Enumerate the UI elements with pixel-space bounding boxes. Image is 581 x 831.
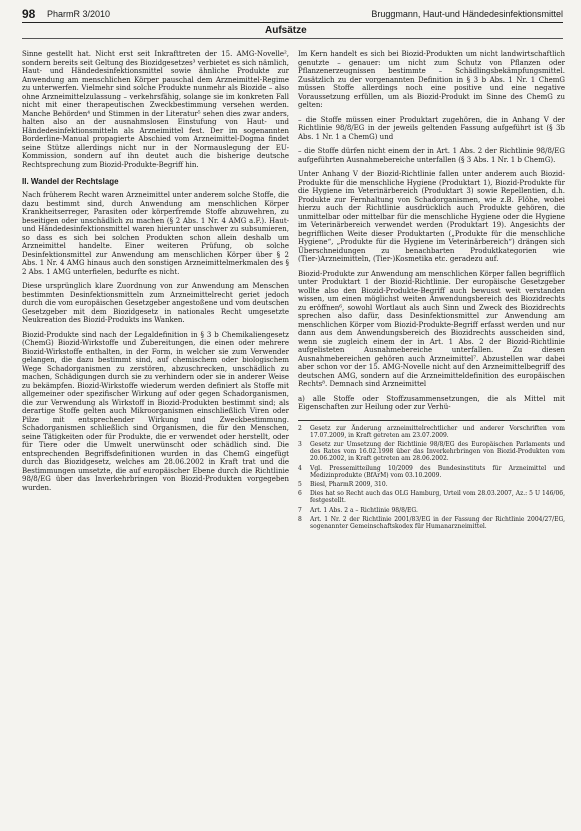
footnote-text: Gesetz zur Umsetzung der Richtlinie 98/8/EG des Europäischen Parlaments und des Rates vom 16.02.1998 über das Inverkehrbringen von Biozid-Produkten vom 20.06.2002, in Kraft getreten am 28.06.2002. [310, 440, 565, 463]
footnote-number: 3 [298, 440, 302, 448]
footnote-text: Art. 1 Nr. 2 der Richtlinie 2001/83/EG in der Fassung der Richtlinie 2004/27/EG, sogenannter Gemeinschaftskodex für Humanarzneimittel. [310, 515, 565, 530]
footnote-number: 2 [298, 424, 302, 432]
section-heading: II. Wandel der Rechtslage [22, 177, 119, 186]
running-head: Bruggmann, Haut-und Händedesinfektionsmittel [371, 9, 563, 19]
footnote-text: Gesetz zur Änderung arzneimittelrechtlicher und anderer Vorschriften vom 17.07.2009, in Kraft getreten am 23.07.2009. [310, 424, 565, 439]
paragraph: Nach früherem Recht waren Arzneimittel unter anderem solche Stoffe, die dazu bestimmt sind, durch Anwendung am menschlichen Körper Krankheitserreger, Parasiten oder körperfremde Stoffe abzuwehren, zu beseitigen oder unschädlich zu machen (§ 2 Abs. 1 Nr. 4 AMG a.F.). Haut- und Händedesinfektionsmittel waren hierunter unschwer zu subsumieren, so dass es sich bei solchen Produkten schon allein deshalb um Arzneimittel handelte. Einer weiteren Prüfung, ob solche Desinfektionsmittel zur Anwendung am menschlichen Körper über § 2 Abs. 1 Nr. 4 AMG hinaus auch den sonstigen Arzneimittelmerkmalen des § 2 Abs. 1 AMG unterfielen, bedurfte es nicht. [22, 191, 289, 276]
page-header [22, 7, 563, 47]
footnote-number: 4 [298, 464, 302, 472]
footnote-number: 8 [298, 515, 302, 523]
header-rule [22, 22, 563, 23]
footnote-number: 6 [298, 490, 302, 498]
section-rule [22, 38, 563, 39]
footnote [298, 490, 565, 504]
footnote [298, 507, 565, 514]
page-number: 98 [22, 7, 36, 21]
left-column [22, 50, 289, 498]
paragraph: Im Kern handelt es sich bei Biozid-Produkten um nicht landwirtschaftlich genutzte – genauer: um nicht zum Schutz von Pflanzen oder Pflanzenerzeugnissen bestimmte – Schädlingsbekämpfungsmittel. Zusätzlich zu der vorgenannten Definition in § 3 b Abs. 1 Nr. 1 ChemG müssen Stoffe allerdings noch eine positive und eine negative Voraussetzung erfüllen, um als Biozid-Produkt im Sinne des ChemG zu gelten: [298, 50, 565, 109]
section-label: Aufsätze [265, 25, 307, 36]
bullet-item: – die Stoffe müssen einer Produktart zugehören, die in Anhang V der Richtlinie 98/8/EG in der jeweils geltenden Fassung aufgeführt ist (§ 3b Abs. 1 Nr. 1 a ChemG) und [298, 115, 565, 141]
footnote [298, 481, 565, 488]
footnote-text: Dies hat so Recht auch das OLG Hamburg, Urteil vom 28.03.2007, Az.: 5 U 146/06, festgestellt. [310, 490, 565, 505]
paragraph: Diese ursprünglich klare Zuordnung von zur Anwendung am Menschen bestimmten Desinfektionsmitteln zum Arzneimittelrecht geriet jedoch durch die vom europäischen Gesetzgeber angestoßene und vom deutschen Gesetzgeber mit dem Biozidgesetz in nationales Recht umgesetzte Neukreation des Biozid-Produkts ins Wanken. [22, 282, 289, 324]
paragraph: Sinne gestellt hat. Nicht erst seit Inkrafttreten der 15. AMG-Novelle², sondern bereits seit Geltung des Biozidgesetzes³ verbietet es sich nämlich, Haut- und Händedesinfektionsmittel sowie ähnliche Produkte zur Anwendung am menschlichen Körper pauschal dem Arzneimittel-Regime zu unterwerfen. Vielmehr sind solche Produkte nunmehr als Biozide – also ohne Arzneimittelzulassung – verkehrsfähig, solange sie im konkreten Fall nicht mit einer therapeutischen Zweckbestimmung versehen werden. Manche Behörden⁴ und Stimmen in der Literatur⁵ sehen dies zwar anders, halten also an der ausnahmslosen Einstufung von Haut- und Händedesinfektionsmitteln als Arzneimittel fest. Der im sogenannten Borderline-Manual propagierte Abschied vom Arzneimittel-Dogma findet seine Stütze allerdings nicht nur in der Normauslegung der EU-Kommission, sondern auf ihn deutet auch die bisherige deutsche Rechtsprechung zum Biozid-Produkte-Begriff hin. [22, 50, 289, 169]
footnote [298, 516, 565, 530]
right-column [298, 50, 565, 532]
footnote-number: 7 [298, 506, 302, 514]
paragraph: a) alle Stoffe oder Stoffzusammensetzungen, die als Mittel mit Eigenschaften zur Heilung oder zur Verhü- [298, 394, 565, 411]
footnote-text: Art. 1 Abs. 2 a – Richtlinie 98/8/EG. [310, 506, 418, 514]
footnote [298, 441, 565, 463]
paragraph: Biozid-Produkte zur Anwendung am menschlichen Körper fallen begrifflich unter Produktart 1 der Biozid-Richtlinie. Der europäische Gesetzgeber wollte also den Biozid-Produkte-Begriff auch bewusst weit verstanden wissen, um einen möglichst weiten Anwendungsbereich des Biozidrechts zu eröffnen⁶, sowohl Wortlaut als auch Sinn und Zweck des Biozidrechts sprechen also dafür, dass Desinfektionsmittel zur Anwendung am menschlichen Körper vom Biozid-Produkte-Begriff erfasst werden und nur dann aus dem Anwendungsbereich des Biozidrechts ausscheiden sind, wenn sie zugleich einem der in Art. 1 Abs. 2 der Biozid-Richtlinie aufgelisteten Ausnahmebereiche unterfallen. Zu diesen Ausnahmebereichen gehören auch Arzneimittel⁷. Abzustellen war dabei aber schon vor der 15. AMG-Novelle nicht auf den Arzneimittelbegriff des deutschen AMG, sondern auf die Arzneimitteldefinition des europäischen Rechts⁸. Demnach sind Arzneimittel [298, 269, 565, 388]
footnote-text: Vgl. Pressemitteilung 10/2009 des Bundesinstituts für Arzneimittel und Medizinprodukte (BfArM) vom 03.10.2009. [310, 464, 565, 479]
paragraph: Unter Anhang V der Biozid-Richtlinie fallen unter anderem auch Biozid-Produkte für die menschliche Hygiene (Produktart 1), Biozid-Produkte für die Hygiene im Veterinärbereich (Produktart 3) sowie Repellentien, d.h. Produkte zur Fernhaltung von Schadorganismen, wie z.B. Flöhe, wobei hierzu auch der Richtlinie ausdrücklich auch Produkte gehören, die unmittelbar oder mittelbar für die menschliche Hygiene oder die Hygiene im Veterinärbereich verwendet werden (Produktart 19). Angesichts der begrifflichen Weite dieser Produktarten („Produkte für die menschliche Hygiene“, „Produkte für die Hygiene im Veterinärbereich“) drängen sich Überschneidungen zu benachbarten Produktkategorien wie (Tier-)Arzneimitteln, (Tier-)Kosmetika etc. geradezu auf. [298, 170, 565, 263]
footnote [298, 425, 565, 439]
footnotes [298, 420, 565, 531]
footnote [298, 465, 565, 479]
bullet-item: – die Stoffe dürfen nicht einem der in Art. 1 Abs. 2 der Richtlinie 98/8/EG aufgeführten Ausnahmebereiche unterfallen (§ 3 Abs. 1 Nr. 1 b ChemG). [298, 147, 565, 164]
footnote-text: Biesl, PharmR 2009, 310. [310, 480, 388, 488]
footnote-number: 5 [298, 480, 302, 488]
journal-name: PharmR 3/2010 [47, 9, 111, 19]
paragraph: Biozid-Produkte sind nach der Legaldefinition in § 3 b Chemikaliengesetz (ChemG) Biozid-Wirkstoffe und Zubereitungen, die einen oder mehrere Biozid-Wirkstoffe enthalten, in der Form, in welcher sie zum Verwender gelangen, die dazu bestimmt sind, auf chemischem oder biologischem Wege Schadorganismen zu zerstören, abzuschrecken, unschädlich zu machen, Schädigungen durch sie zu verhindern oder sie in anderer Weise zu bekämpfen. Biozid-Wirkstoffe wiederum werden definiert als Stoffe mit allgemeiner oder spezifischer Wirkung auf oder gegen Schadorganismen, die zur Verwendung als Wirkstoff in Biozid-Produkten bestimmt sind; als derartige Stoffe gelten auch Mikroorganismen einschließlich Viren oder Pilze mit entsprechender Wirkung und Zweckbestimmung. Schadorganismen schließlich sind Organismen, die für den Menschen, seine Tätigkeiten oder für Produkte, die er verwendet oder herstellt, oder für Tiere oder die Umwelt unerwünscht oder schädlich sind. Die entsprechenden Begriffsdefinitionen wurden in das ChemG eingefügt durch das Biozidgesetz, welches am 28.06.2002 in Kraft trat und die Bestimmungen umsetzte, die auf europäischer Ebene durch die Richtlinie 98/8/EG über das Inverkehrbringen von Biozid-Produkten vorgegeben wurden. [22, 330, 289, 492]
